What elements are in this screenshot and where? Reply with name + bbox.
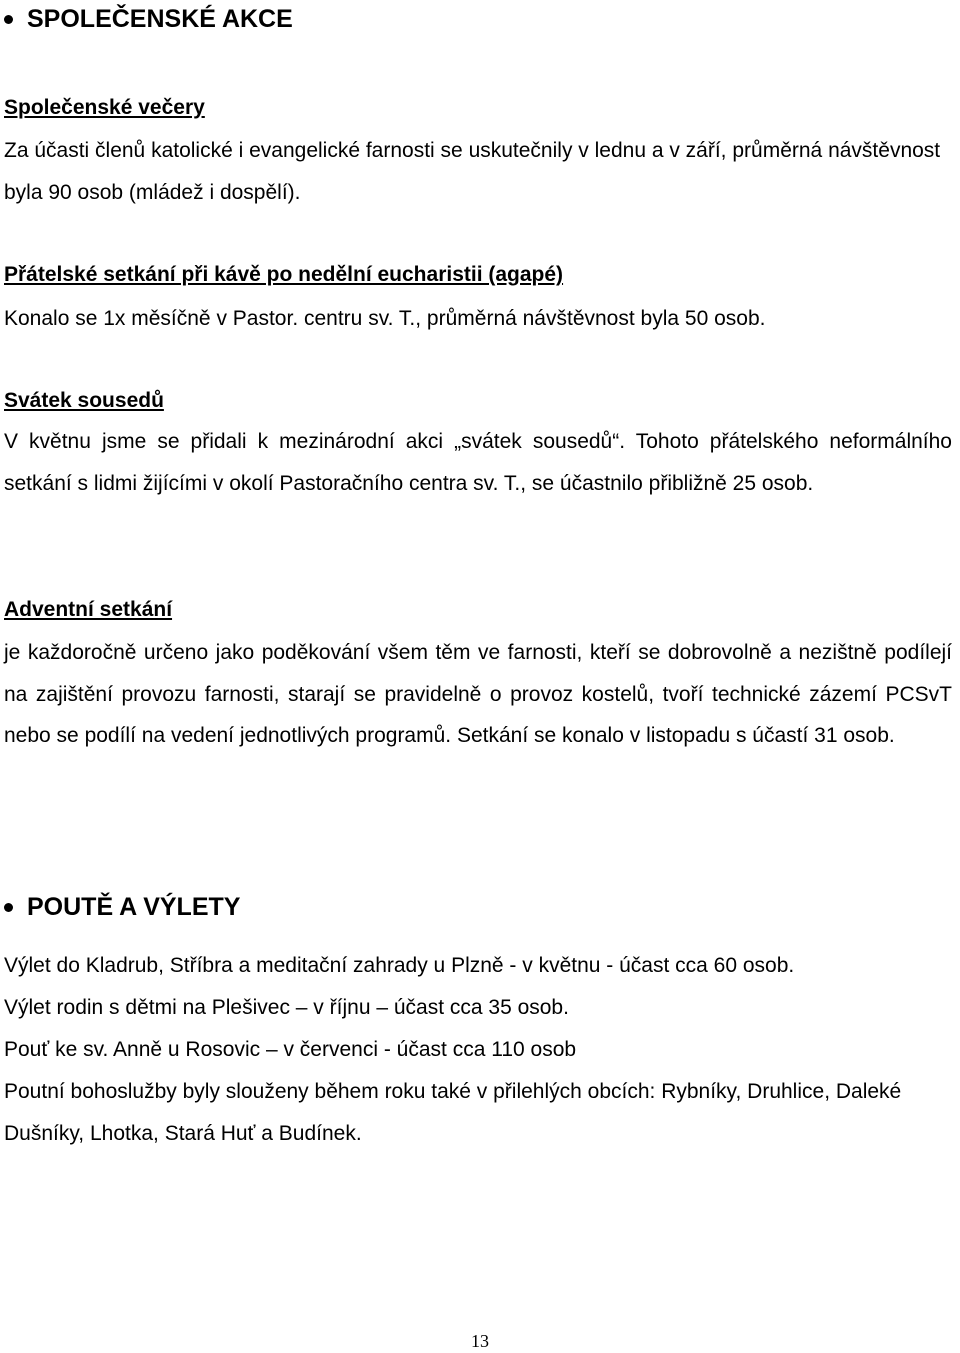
bullet-icon (4, 903, 13, 912)
section-heading-text: POUTĚ A VÝLETY (27, 893, 241, 921)
trip-line: Poutní bohoslužby byly slouženy během roku také v přilehlých obcích: Rybníky, Druhlice, Daleké Dušníky, Lhotka, Stará Huť a Budínek. (4, 1080, 902, 1145)
paragraph-pratelske-setkani: Konalo se 1x měsíčně v Pastor. centru sv. T., průměrná návštěvnost byla 50 osob. (4, 307, 766, 330)
bullet-icon (4, 15, 13, 24)
section-heading-spolecenske-akce (0, 4, 293, 34)
subheading-spolecenske-vecery: Společenské večery (4, 96, 205, 119)
subheading-adventni-setkani: Adventní setkání (4, 598, 173, 621)
paragraph-adventni-setkani: je každoročně určeno jako poděkování všem těm ve farnosti, kteří se dobrovolně a nezištně podílejí na zajištění provozu farnosti, starají se pravidelně o provoz kostelů, tvoří technické zázemí PCSvT nebo se podílí na vedení jednotlivých programů. Setkání se konalo v listopadu s účastí 31 osob. (4, 641, 952, 747)
subheading-pratelske-setkani: Přátelské setkání při kávě po nedělní eucharistii (agapé) (4, 263, 564, 286)
trip-line: Výlet do Kladrub, Stříbra a meditační zahrady u Plzně - v květnu - účast cca 60 osob. (4, 954, 795, 977)
page-number: 13 (471, 1331, 489, 1351)
subheading-svatek-sousedu: Svátek sousedů (4, 389, 164, 412)
trip-line: Pouť ke sv. Anně u Rosovic – v červenci - účast cca 110 osob (4, 1038, 577, 1061)
paragraph-svatek-sousedu: V květnu jsme se přidali k mezinárodní akci „svátek sousedů“. Tohoto přátelského neformálního setkání s lidmi žijícími v okolí Pastoračního centra sv. T., se účastnilo přibližně 25 osob. (4, 430, 952, 495)
section-heading-pouti-a-vylety (0, 892, 240, 922)
trip-line: Výlet rodin s dětmi na Plešivec – v říjnu – účast cca 35 osob. (4, 996, 569, 1019)
paragraph-spolecenske-vecery: Za účasti členů katolické i evangelické farnosti se uskutečnily v lednu a v září, průměrná návštěvnost byla 90 osob (mládež i dospělí). (4, 139, 941, 204)
section-heading-text: SPOLEČENSKÉ AKCE (27, 5, 293, 33)
